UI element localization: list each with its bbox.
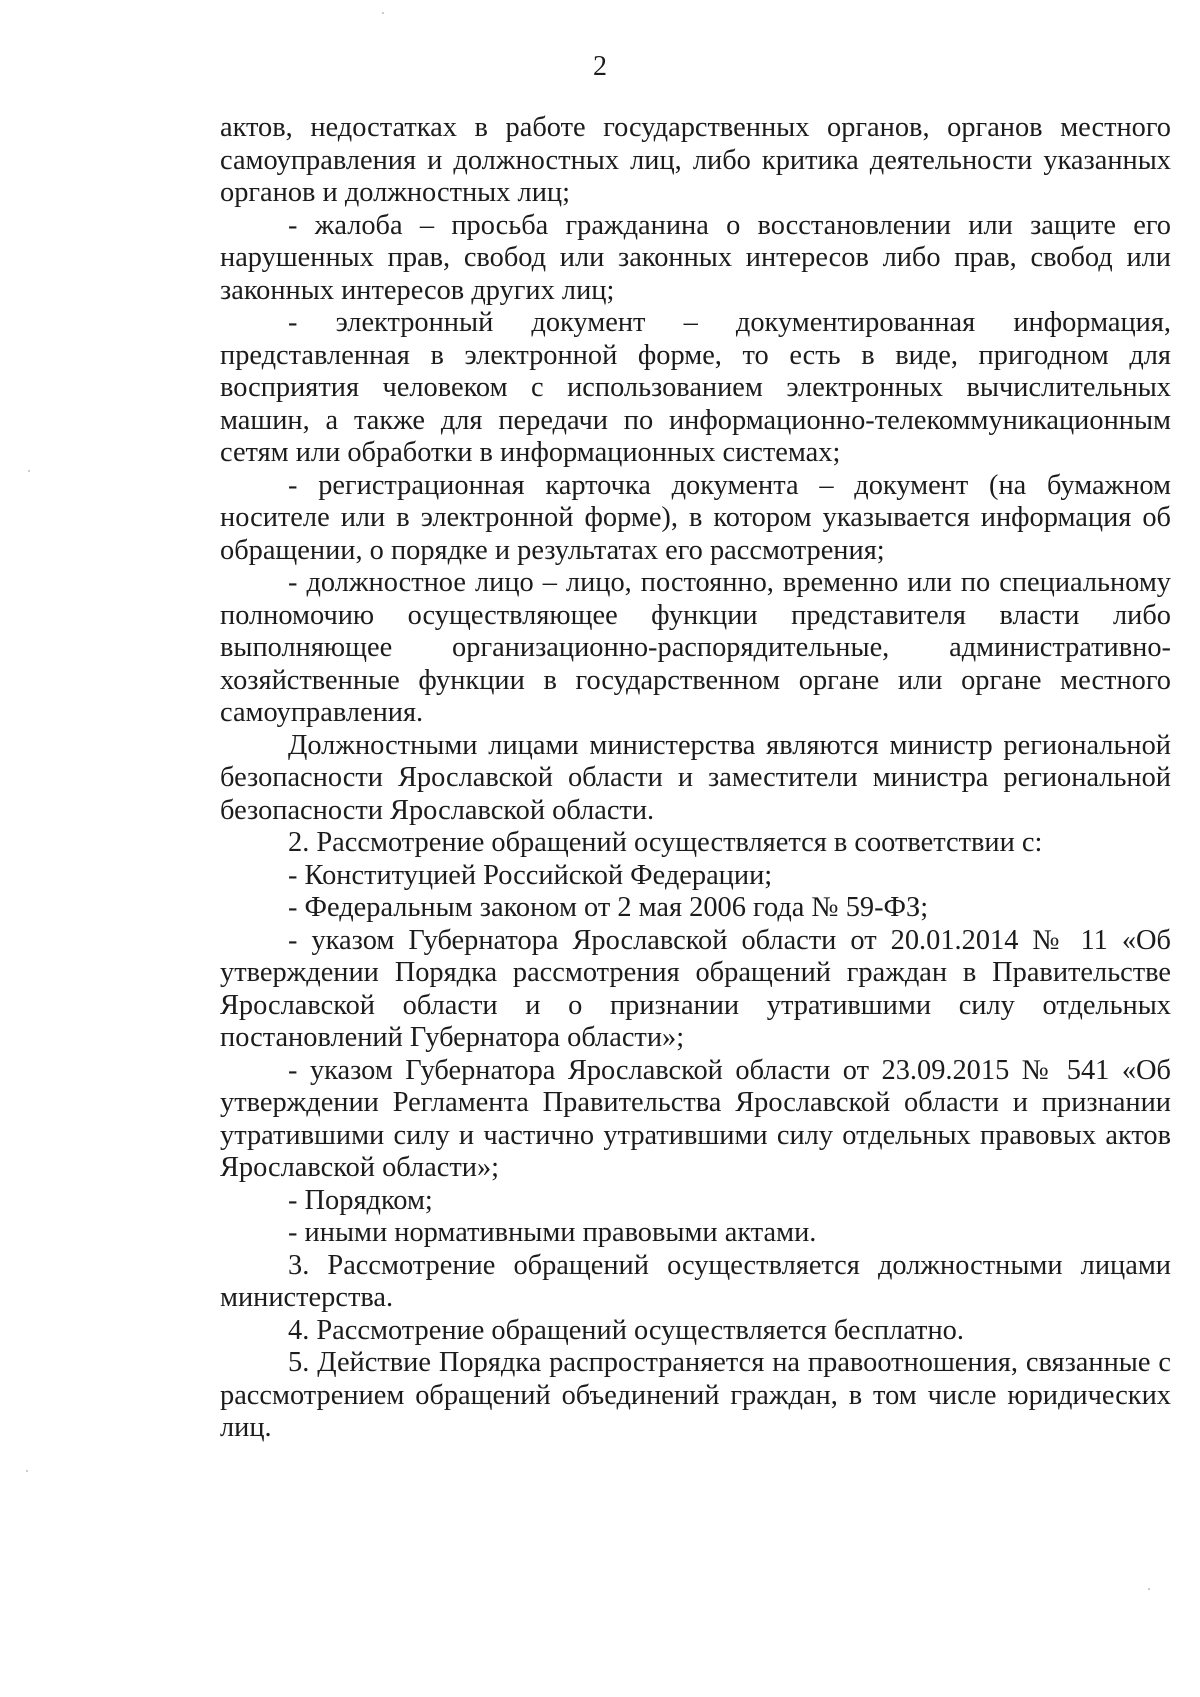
scan-speck — [1148, 1588, 1150, 1590]
paragraph-registration-card-definition: - регистрационная карточка документа – документ (на бумажном носителе или в электронной форме), в котором указывается информация об обращении, о порядке и результатах его рассмотрения; — [220, 469, 1171, 566]
paragraph-decree-541: - указом Губернатора Ярославской области от 23.09.2015 № 541 «Об утверждении Регламента Правительства Ярославской области и признании утратившими силу и частично утратившими силу отдельных правовых актов Ярославской области»; — [220, 1054, 1171, 1183]
scan-speck — [382, 12, 384, 14]
paragraph-federal-law: - Федеральным законом от 2 мая 2006 года № 59-ФЗ; — [288, 892, 929, 923]
paragraph-item-3: 3. Рассмотрение обращений осуществляется должностными лицами министерства. — [220, 1249, 1171, 1313]
paragraph-continuation: актов, недостатках в работе государственных органов, органов местного самоуправления и должностных лиц, либо критика деятельности указанных органов и должностных лиц; — [220, 112, 1171, 208]
paragraph-official-definition: - должностное лицо – лицо, постоянно, временно или по специальному полномочию осуществляющее функции представителя власти либо выполняющее организационно-распорядительные, административно-хозяйственные функции в государственном органе или органе местного самоуправления. — [220, 567, 1171, 728]
paragraph-complaint-definition: - жалоба – просьба гражданина о восстановлении или защите его нарушенных прав, свобод или законных интересов либо прав, свобод или законных интересов других лиц; — [220, 209, 1171, 306]
document-body — [220, 112, 1171, 1445]
page-number: 2 — [593, 51, 607, 82]
paragraph-procedure: - Порядком; — [288, 1184, 433, 1216]
paragraph-item-5: 5. Действие Порядка распространяется на правоотношения, связанные с рассмотрением обращений объединений граждан, в том числе юридических лиц. — [220, 1347, 1171, 1443]
scan-speck — [26, 1470, 28, 1472]
paragraph-ministry-officials: Должностными лицами министерства являются министр региональной безопасности Ярославской области и заместители министра региональной безопасности Ярославской области. — [220, 729, 1171, 826]
paragraph-item-4: 4. Рассмотрение обращений осуществляется бесплатно. — [288, 1314, 964, 1346]
scan-speck — [28, 470, 30, 472]
paragraph-constitution: - Конституцией Российской Федерации; — [288, 859, 773, 891]
paragraph-electronic-document-definition: - электронный документ – документированная информация, представленная в электронной форме, то есть в виде, пригодном для восприятия человеком с использованием электронных вычислительных машин, а также для передачи по информационно-телекоммуникационным сетям или обработки в информационных системах; — [220, 307, 1171, 468]
paragraph-decree-11: - указом Губернатора Ярославской области от 20.01.2014 № 11 «Об утверждении Порядка рассмотрения обращений граждан в Правительстве Ярославской области и о признании утратившими силу отдельных постановлений Губернатора области»; — [220, 924, 1171, 1053]
paragraph-other-acts: - иными нормативными правовыми актами. — [288, 1217, 817, 1248]
paragraph-item-2: 2. Рассмотрение обращений осуществляется в соответствии с: — [288, 827, 1043, 858]
